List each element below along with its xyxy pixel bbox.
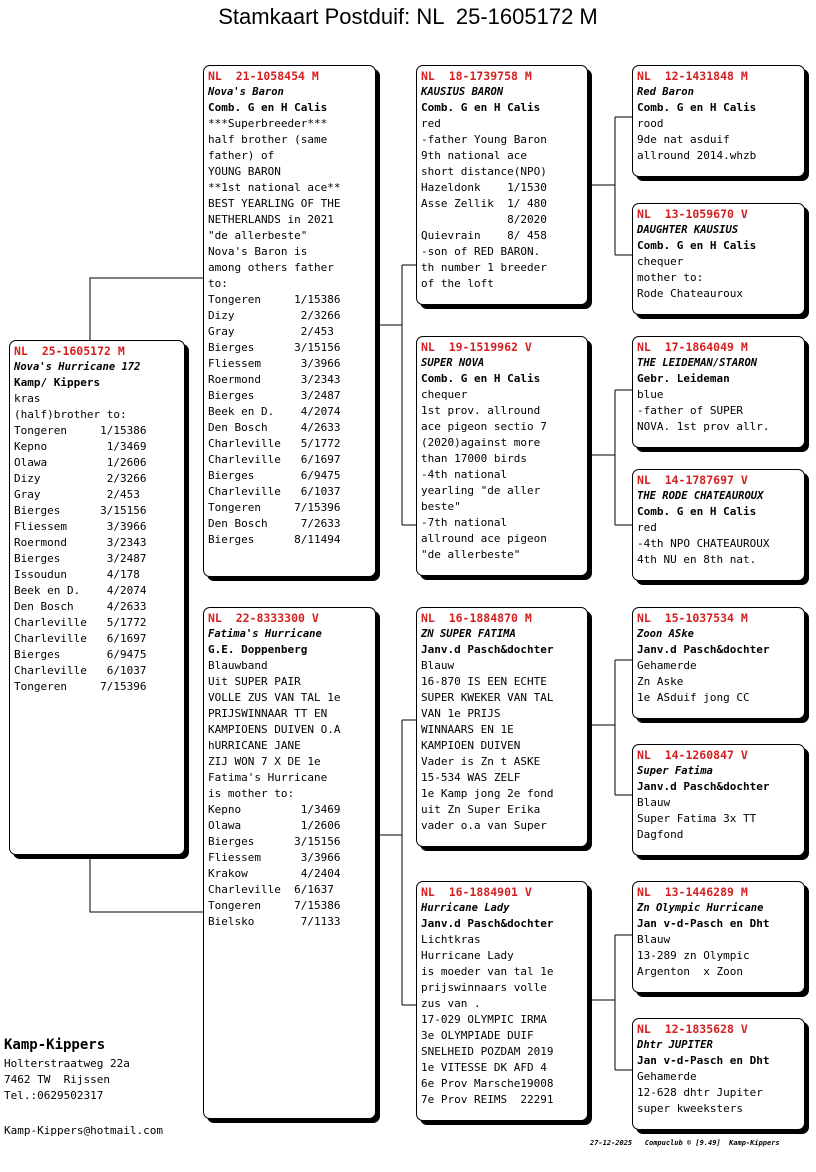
card-details [637, 387, 800, 435]
detail-line: Den Bosch 4/2633 [208, 421, 341, 434]
pigeon-name: KAUSIUS BARON [421, 86, 504, 98]
pigeon-card-ggp-5 [632, 607, 805, 719]
detail-line: Kepno 1/3469 [208, 803, 341, 816]
pigeon-card-father [203, 65, 376, 577]
detail-line: Bierges 6/9475 [14, 648, 147, 661]
pigeon-name: Nova's Hurricane 172 [14, 361, 141, 373]
detail-line: (half)brother to: [14, 408, 127, 421]
ring-number: NL 14-1260847 V [637, 748, 748, 762]
page-title: Stamkaart Postduif: NL 25-1605172 M [218, 4, 598, 29]
owner-block [4, 1034, 130, 1104]
detail-line: 1e ASduif jong CC [637, 691, 750, 704]
detail-line: Charleville 6/1037 [14, 664, 147, 677]
pigeon-card-maternal-grandfather [416, 607, 588, 847]
card-details [637, 795, 800, 843]
ring-number: NL 16-1884870 M [421, 611, 532, 625]
detail-line: Olawa 1/2606 [14, 456, 147, 469]
detail-line: 6e Prov Marsche19008 [421, 1077, 554, 1090]
pigeon-name: Red Baron [637, 86, 694, 98]
breeder-name: Gebr. Leideman [637, 372, 730, 385]
card-details [637, 254, 800, 302]
detail-line: ace pigeon sectio 7 [421, 420, 547, 433]
detail-line: Gray 2/453 [208, 325, 334, 338]
detail-line: Kepno 1/3469 [14, 440, 147, 453]
detail-line: Bierges 3/15156 [208, 835, 341, 848]
card-details [421, 658, 583, 834]
card-details [637, 520, 800, 568]
detail-line: 8/2020 [421, 213, 547, 226]
pigeon-name: THE LEIDEMAN/STARON [637, 357, 758, 369]
detail-line: YOUNG BARON [208, 165, 281, 178]
detail-line: kras [14, 392, 41, 405]
detail-line: than 17000 birds [421, 452, 527, 465]
ring-number: NL 13-1446289 M [637, 885, 748, 899]
detail-line: Dizy 2/3266 [208, 309, 341, 322]
detail-line: Gehamerde [637, 1070, 697, 1083]
pigeon-card-paternal-grandfather [416, 65, 588, 305]
detail-line: 1st prov. allround [421, 404, 541, 417]
detail-line: Tongeren 7/15396 [14, 680, 147, 693]
detail-line: allround 2014.whzb [637, 149, 757, 162]
detail-line: Nova's Baron is [208, 245, 308, 258]
detail-line: Charleville 5/1772 [208, 437, 341, 450]
detail-line: 1e VITESSE DK AFD 4 [421, 1061, 547, 1074]
detail-line: BEST YEARLING OF THE [208, 197, 341, 210]
detail-line: 12-628 dhtr Jupiter [637, 1086, 763, 1099]
detail-line: among others father [208, 261, 334, 274]
breeder-name: Comb. G en H Calis [208, 101, 328, 114]
pigeon-card-ggp-1 [632, 65, 805, 177]
detail-line: Fliessem 3/3966 [14, 520, 147, 533]
detail-line: beste" [421, 500, 461, 513]
detail-line: Dagfond [637, 828, 684, 841]
detail-line: (2020)against more [421, 436, 541, 449]
breeder-name: Comb. G en H Calis [637, 239, 757, 252]
detail-line: Issoudun 4/178 [14, 568, 140, 581]
detail-line: Fliessem 3/3966 [208, 357, 341, 370]
detail-line: KAMPIOENS DUIVEN O.A [208, 723, 341, 736]
card-details [637, 116, 800, 164]
detail-line: Bielsko 7/1133 [208, 915, 341, 928]
detail-line: Charleville 6/1037 [208, 485, 341, 498]
ring-number: NL 16-1884901 V [421, 885, 532, 899]
pigeon-name: Fatima's Hurricane [208, 628, 322, 640]
pigeon-name: Nova's Baron [208, 86, 284, 98]
detail-line: Charleville 6/1697 [14, 632, 147, 645]
detail-line: Den Bosch 7/2633 [208, 517, 341, 530]
pigeon-card-ggp-8 [632, 1018, 805, 1130]
detail-line: SUPER KWEKER VAN TAL [421, 691, 554, 704]
detail-line: "de allerbeste" [421, 548, 521, 561]
detail-line: Lichtkras [421, 933, 481, 946]
detail-line: Bierges 3/2487 [14, 552, 147, 565]
detail-line: blue [637, 388, 664, 401]
detail-line: Blauw [637, 796, 671, 809]
detail-line: 9de nat asduif [637, 133, 730, 146]
breeder-name: Kamp/ Kippers [14, 376, 101, 389]
detail-line: rood [637, 117, 664, 130]
detail-line: 3e OLYMPIADE DUIF [421, 1029, 534, 1042]
detail-line: yearling "de aller [421, 484, 541, 497]
detail-line: chequer [421, 388, 468, 401]
detail-line: of the loft [421, 277, 494, 290]
card-details [637, 1069, 800, 1117]
detail-line: Krakow 4/2404 [208, 867, 341, 880]
detail-line: NETHERLANDS in 2021 [208, 213, 334, 226]
detail-line: Rode Chateauroux [637, 287, 743, 300]
detail-line: Super Fatima 3x TT [637, 812, 757, 825]
detail-line: Bierges 8/11494 [208, 533, 341, 546]
detail-line: Tongeren 7/15396 [208, 501, 341, 514]
detail-line: KAMPIOEN DUIVEN [421, 739, 521, 752]
pigeon-name: Hurricane Lady [421, 902, 510, 914]
owner-address-line: Holterstraatweg 22a [4, 1057, 130, 1070]
detail-line: NOVA. 1st prov allr. [637, 420, 770, 433]
detail-line: **1st national ace** [208, 181, 341, 194]
detail-line: chequer [637, 255, 684, 268]
detail-line: vader o.a van Super [421, 819, 547, 832]
pigeon-card-ggp-7 [632, 881, 805, 993]
card-details [421, 932, 583, 1108]
detail-line: "de allerbeste" [208, 229, 308, 242]
card-details [14, 391, 180, 695]
pigeon-name: Zoon ASke [637, 628, 694, 640]
detail-line: Quievrain 8/ 458 [421, 229, 547, 242]
breeder-name: Jan v-d-Pasch en Dht [637, 1054, 770, 1067]
detail-line: Bierges 3/2487 [208, 389, 341, 402]
detail-line: Den Bosch 4/2633 [14, 600, 147, 613]
detail-line: 4th NU en 8th nat. [637, 553, 757, 566]
detail-line: super kweeksters [637, 1102, 743, 1115]
detail-line: 17-029 OLYMPIC IRMA [421, 1013, 547, 1026]
detail-line: Tongeren 7/15386 [208, 899, 341, 912]
detail-line: Charleville 5/1772 [14, 616, 147, 629]
detail-line: Roermond 3/2343 [208, 373, 341, 386]
detail-line: hURRICANE JANE [208, 739, 301, 752]
detail-line: WINNAARS EN 1E [421, 723, 514, 736]
ring-number: NL 21-1058454 M [208, 69, 319, 83]
detail-line: th number 1 breeder [421, 261, 547, 274]
detail-line: Blauw [421, 659, 455, 672]
detail-line: Hazeldonk 1/1530 [421, 181, 547, 194]
ring-number: NL 12-1431848 M [637, 69, 748, 83]
detail-line: ZIJ WON 7 X DE 1e [208, 755, 321, 768]
detail-line: half brother (same [208, 133, 328, 146]
owner-phone: Tel.:0629502317 [4, 1089, 104, 1102]
detail-line: Beek en D. 4/2074 [208, 405, 341, 418]
detail-line: 16-870 IS EEN ECHTE [421, 675, 547, 688]
detail-line: -4th national [421, 468, 508, 481]
detail-line: -son of RED BARON. [421, 245, 541, 258]
detail-line: red [637, 521, 657, 534]
detail-line: Vader is Zn t ASKE [421, 755, 541, 768]
breeder-name: Janv.d Pasch&dochter [421, 917, 554, 930]
pigeon-name: Super Fatima [637, 765, 713, 777]
card-details [421, 387, 583, 563]
detail-line: Bierges 3/15156 [14, 504, 147, 517]
pigeon-name: DAUGHTER KAUSIUS [637, 224, 739, 236]
detail-line: 9th national ace [421, 149, 527, 162]
detail-line: Fatima's Hurricane [208, 771, 328, 784]
detail-line: Tongeren 1/15386 [208, 293, 341, 306]
breeder-name: Comb. G en H Calis [421, 372, 541, 385]
detail-line: VAN 1e PRIJS [421, 707, 501, 720]
detail-line: PRIJSWINNAAR TT EN [208, 707, 328, 720]
detail-line: uit Zn Super Erika [421, 803, 541, 816]
detail-line: Asse Zellik 1/ 480 [421, 197, 547, 210]
detail-line: Bierges 6/9475 [208, 469, 341, 482]
ring-number: NL 19-1519962 V [421, 340, 532, 354]
card-details [637, 932, 800, 980]
detail-line: is mother to: [208, 787, 295, 800]
detail-line: father) of [208, 149, 275, 162]
pigeon-name: SUPER NOVA [421, 357, 485, 369]
detail-line: to: [208, 277, 228, 290]
pigeon-name: THE RODE CHATEAUROUX [637, 490, 764, 502]
detail-line: Charleville 6/1637 [208, 883, 334, 896]
detail-line: 7e Prov REIMS 22291 [421, 1093, 554, 1106]
owner-address-line: 7462 TW Rijssen [4, 1073, 110, 1086]
footer-credit: 27-12-2025 Compuclub © [9.49] Kamp-Kippers [590, 1139, 780, 1147]
ring-number: NL 25-1605172 M [14, 344, 125, 358]
owner-email[interactable]: Kamp-Kippers@hotmail.com [4, 1124, 163, 1137]
detail-line: Fliessem 3/3966 [208, 851, 341, 864]
card-details [637, 658, 800, 706]
detail-line: Olawa 1/2606 [208, 819, 341, 832]
ring-number: NL 15-1037534 M [637, 611, 748, 625]
pigeon-card-ggp-6 [632, 744, 805, 856]
breeder-name: G.E. Doppenberg [208, 643, 308, 656]
breeder-name: Jan v-d-Pasch en Dht [637, 917, 770, 930]
detail-line: Tongeren 1/15386 [14, 424, 147, 437]
ring-number: NL 13-1059670 V [637, 207, 748, 221]
detail-line: short distance(NPO) [421, 165, 547, 178]
pigeon-card-subject [9, 340, 185, 855]
detail-line: 1e Kamp jong 2e fond [421, 787, 554, 800]
detail-line: ***Superbreeder*** [208, 117, 328, 130]
detail-line: Charleville 6/1697 [208, 453, 341, 466]
detail-line: Gehamerde [637, 659, 697, 672]
detail-line: -4th NPO CHATEAUROUX [637, 537, 770, 550]
detail-line: -7th national [421, 516, 508, 529]
detail-line: mother to: [637, 271, 704, 284]
detail-line: Uit SUPER PAIR [208, 675, 301, 688]
ring-number: NL 14-1787697 V [637, 473, 748, 487]
pigeon-card-maternal-grandmother [416, 881, 588, 1121]
pigeon-card-ggp-2 [632, 203, 805, 315]
detail-line: Blauw [637, 933, 671, 946]
ring-number: NL 22-8333300 V [208, 611, 319, 625]
detail-line: 15-534 WAS ZELF [421, 771, 521, 784]
pigeon-name: ZN SUPER FATIMA [421, 628, 516, 640]
pigeon-card-mother [203, 607, 376, 1119]
breeder-name: Comb. G en H Calis [637, 101, 757, 114]
detail-line: Bierges 3/15156 [208, 341, 341, 354]
detail-line: Blauwband [208, 659, 268, 672]
owner-name: Kamp-Kippers [4, 1037, 106, 1053]
pigeon-card-paternal-grandmother [416, 336, 588, 576]
pigeon-name: Zn Olympic Hurricane [637, 902, 764, 914]
detail-line: Beek en D. 4/2074 [14, 584, 147, 597]
ring-number: NL 12-1835628 V [637, 1022, 748, 1036]
card-details [208, 116, 371, 548]
detail-line: red [421, 117, 441, 130]
pigeon-name: Dhtr JUPITER [637, 1039, 713, 1051]
detail-line: is moeder van tal 1e [421, 965, 554, 978]
detail-line: -father Young Baron [421, 133, 547, 146]
detail-line: prijswinnaars volle [421, 981, 547, 994]
breeder-name: Janv.d Pasch&dochter [421, 643, 554, 656]
card-details [208, 658, 371, 930]
pigeon-card-ggp-3 [632, 336, 805, 448]
detail-line: zus van . [421, 997, 481, 1010]
detail-line: SNELHEID POZDAM 2019 [421, 1045, 554, 1058]
card-details [421, 116, 583, 292]
breeder-name: Comb. G en H Calis [637, 505, 757, 518]
detail-line: Hurricane Lady [421, 949, 514, 962]
breeder-name: Comb. G en H Calis [421, 101, 541, 114]
detail-line: allround ace pigeon [421, 532, 547, 545]
breeder-name: Janv.d Pasch&dochter [637, 780, 770, 793]
ring-number: NL 17-1864049 M [637, 340, 748, 354]
ring-number: NL 18-1739758 M [421, 69, 532, 83]
detail-line: Gray 2/453 [14, 488, 140, 501]
breeder-name: Janv.d Pasch&dochter [637, 643, 770, 656]
detail-line: Zn Aske [637, 675, 684, 688]
detail-line: 13-289 zn Olympic [637, 949, 750, 962]
detail-line: VOLLE ZUS VAN TAL 1e [208, 691, 341, 704]
detail-line: Argenton x Zoon [637, 965, 743, 978]
detail-line: -father of SUPER [637, 404, 743, 417]
pigeon-card-ggp-4 [632, 469, 805, 581]
detail-line: Dizy 2/3266 [14, 472, 147, 485]
detail-line: Roermond 3/2343 [14, 536, 147, 549]
